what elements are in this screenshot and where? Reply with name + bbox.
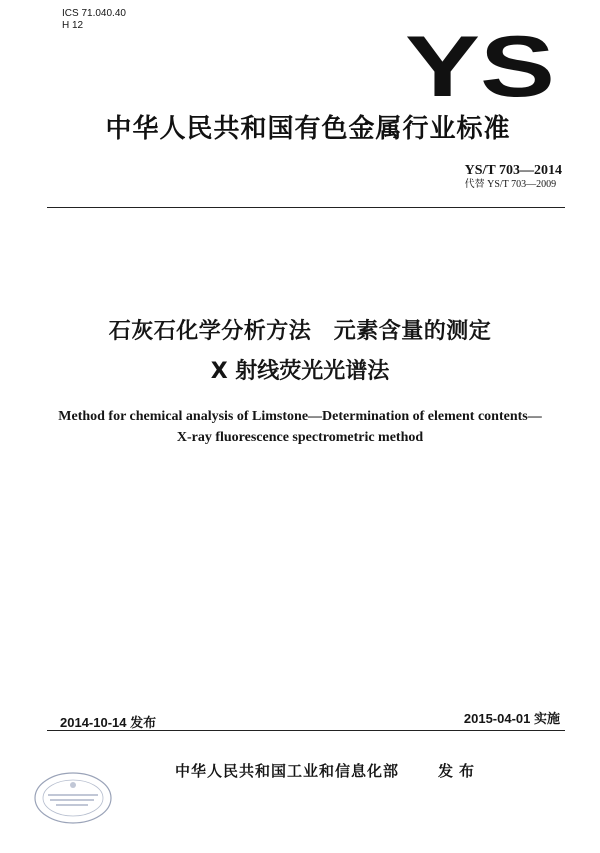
top-divider (47, 207, 565, 208)
svg-text:YS: YS (405, 22, 555, 100)
title-zh-line2: X 射线荧光光谱法 (210, 359, 390, 384)
library-stamp-icon (32, 768, 114, 826)
implementation-date: 2015-04-01 实施 (463, 711, 560, 726)
page-title: 中华人民共和国有色金属行业标准 (105, 114, 511, 144)
issuer-action: 发布 (438, 762, 481, 780)
issuing-authority: 中华人民共和国工业和信息化部 (175, 762, 400, 780)
issue-date: 2014-10-14 发布 (60, 715, 157, 730)
bottom-divider (47, 730, 565, 731)
title-en-line1: Method for chemical analysis of Limstone—Determination of element contents— (58, 409, 542, 424)
ics-code: ICS 71.040.40 (62, 8, 126, 19)
classification-codes (62, 8, 126, 32)
ccs-code: H 12 (62, 20, 84, 31)
standard-number: YS/T 703—2014 (464, 163, 562, 178)
title-en-line2: X-ray fluorescence spectrometric method (176, 430, 424, 445)
title-zh-line1: 石灰石化学分析方法 元素含量的测定 (108, 319, 492, 344)
replaced-standard: 代替 YS/T 703—2009 (464, 179, 557, 190)
ys-logo (400, 22, 560, 100)
standard-number-block (465, 163, 562, 191)
